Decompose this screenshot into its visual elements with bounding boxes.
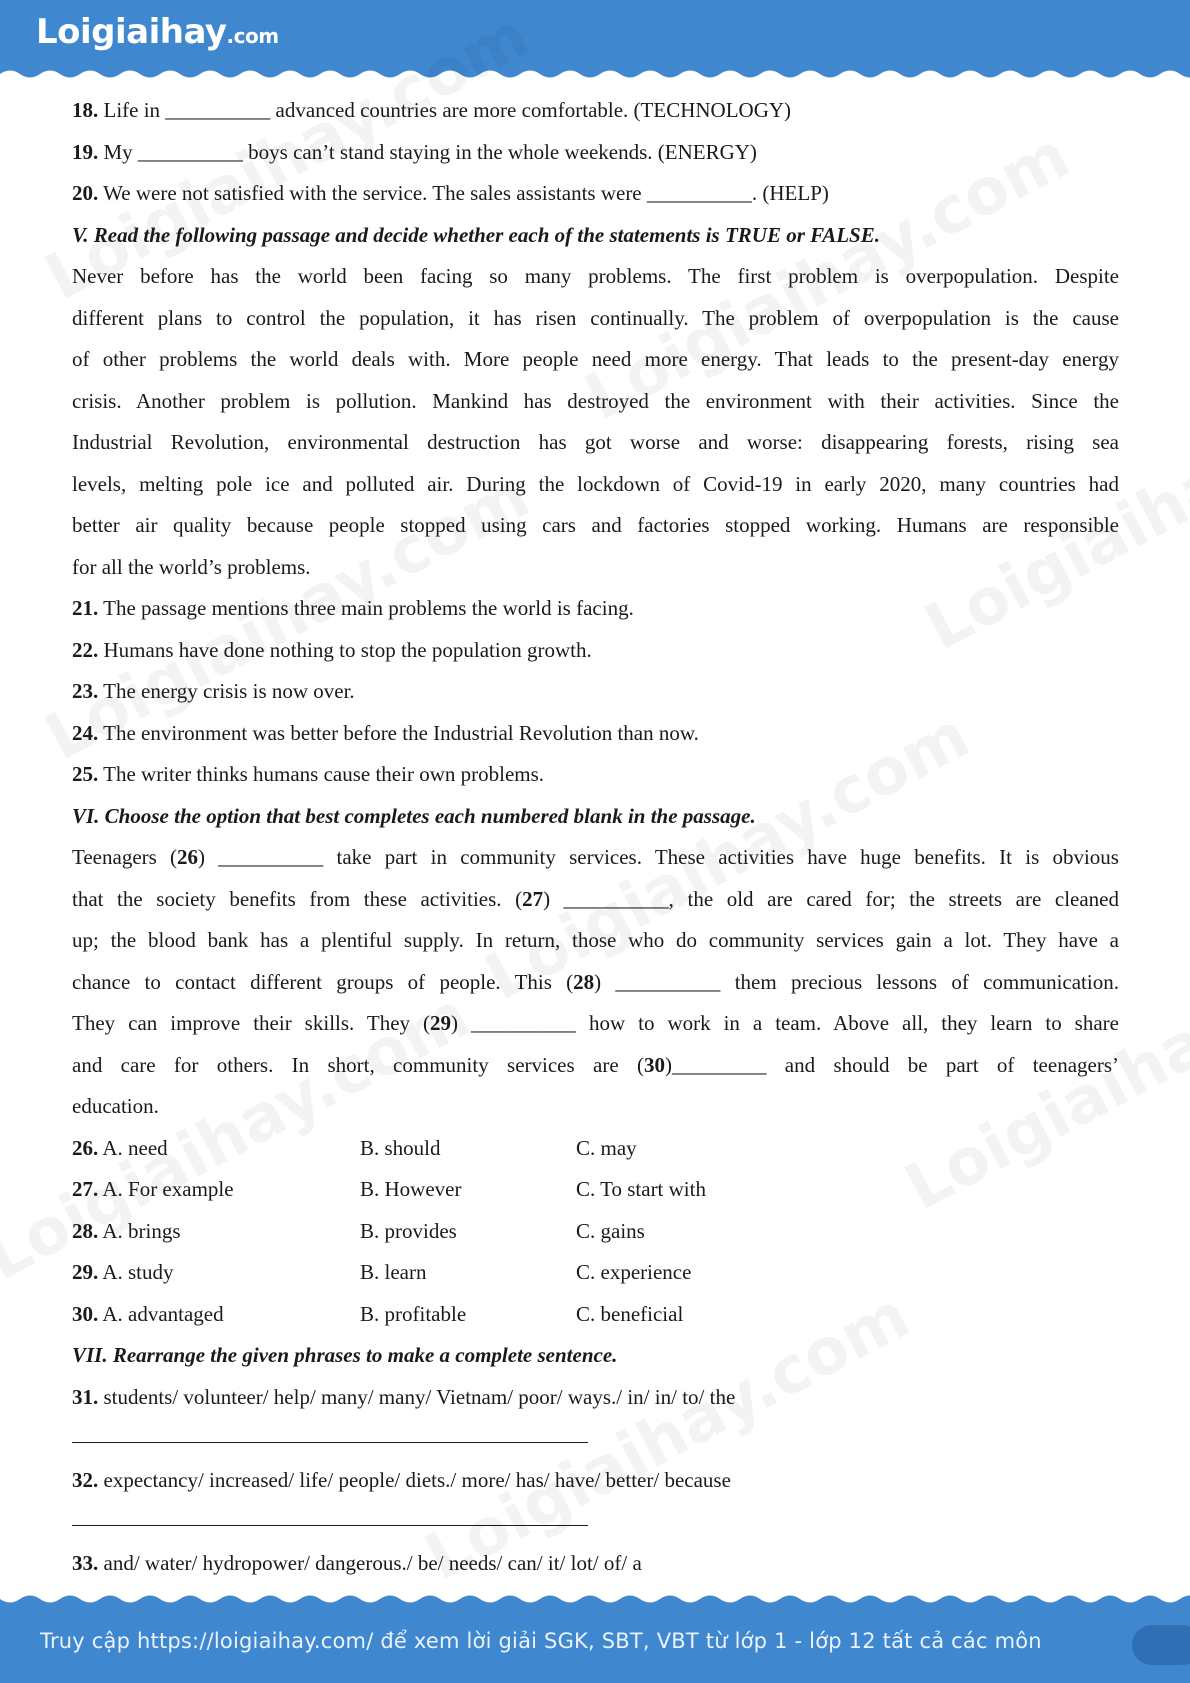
cloze-line: and care for others. In short, community services are (30)_________ and should be part of teenagers’ [72,1052,1120,1077]
options-26: 26. A. need B. should C. may [72,1135,637,1160]
options-29: 29. A. study B. learn C. experience [72,1260,692,1284]
page-footer [0,1593,1190,1683]
cloze-line: chance to contact different groups of people. This (28) __________ them precious lessons of communication. [72,969,1119,994]
header-wave-edge [0,67,1190,80]
question-20: 20. We were not satisfied with the service. The sales assistants were __________. (HELP) [72,181,829,205]
section-6-heading: VI. Choose the option that best completes each numbered blank in the passage. [72,803,756,828]
page-header [0,0,1190,80]
passage-line: of other problems the world deals with. More people need more energy. That leads to the present-day energy [72,347,1119,371]
question-21: 21. The passage mentions three main problems the world is facing. [72,596,634,620]
passage-line: better air quality because people stopped using cars and factories stopped working. Humans are responsible [72,513,1119,537]
worksheet-content [72,90,1119,1584]
question-23: 23. The energy crisis is now over. [72,679,355,703]
cloze-line: They can improve their skills. They (29) __________ how to work in a team. Above all, they learn to share [72,1011,1119,1035]
site-logo[interactable] [36,12,279,52]
footer-wave-edge [0,1593,1190,1606]
passage-line: for all the world’s problems. [72,554,311,579]
options-28: 28. A. brings B. provides C. gains [72,1218,645,1243]
options-30: 30. A. advantaged B. profitable C. beneficial [72,1301,684,1326]
options-27: 27. A. For example B. However C. To start with [72,1177,706,1201]
logo-text: Loigiaihay [36,12,227,52]
footer-button[interactable] [1132,1625,1190,1665]
question-22: 22. Humans have done nothing to stop the population growth. [72,637,592,662]
question-24: 24. The environment was better before the Industrial Revolution than now. [72,720,699,745]
question-18: 18. Life in __________ advanced countries are more comfortable. (TECHNOLOGY) [72,98,792,122]
cloze-line: education. [72,1094,159,1118]
cloze-line: that the society benefits from these activities. (27) __________, the old are cared for; the streets are cleaned [72,886,1119,911]
passage-line: levels, melting pole ice and polluted air. During the lockdown of Covid-19 in early 2020, many countries had [72,471,1119,496]
section-7-heading: VII. Rearrange the given phrases to make a complete sentence. [72,1343,618,1367]
passage-line: different plans to control the population, it has risen continually. The problem of overpopulation is the cause [72,305,1119,330]
cloze-line: up; the blood bank has a plentiful supply. In return, those who do community services gain a lot. They have a [72,928,1119,952]
footer-link-text[interactable]: Truy cập https://loigiaihay.com/ để xem lời giải SGK, SBT, VBT từ lớp 1 - lớp 12 tất cả các môn [40,1629,1042,1653]
passage-line: Industrial Revolution, environmental destruction has got worse and worse: disappearing forests, rising sea [72,430,1119,454]
answer-line[interactable] [72,1501,1119,1543]
question-32: 32. expectancy/ increased/ life/ people/ diets./ more/ has/ have/ better/ because [72,1467,731,1492]
answer-line[interactable] [72,1418,1119,1460]
logo-domain: .com [226,24,279,48]
question-31: 31. students/ volunteer/ help/ many/ many/ Vietnam/ poor/ ways./ in/ in/ to/ the [72,1384,736,1409]
question-25: 25. The writer thinks humans cause their own problems. [72,762,545,786]
question-19: 19. My __________ boys can’t stand staying in the whole weekends. (ENERGY) [72,139,757,164]
question-33: 33. and/ water/ hydropower/ dangerous./ be/ needs/ can/ it/ lot/ of/ a [72,1550,642,1575]
section-5-heading: V. Read the following passage and decide whether each of the statements is TRUE or FALSE. [72,222,880,247]
passage-line: Never before has the world been facing so many problems. The first problem is overpopulation. Despite [72,264,1119,288]
cloze-line: Teenagers (26) __________ take part in community services. These activities have huge benefits. It is obvious [72,845,1119,869]
passage-line: crisis. Another problem is pollution. Mankind has destroyed the environment with their activities. Since the [72,388,1119,413]
